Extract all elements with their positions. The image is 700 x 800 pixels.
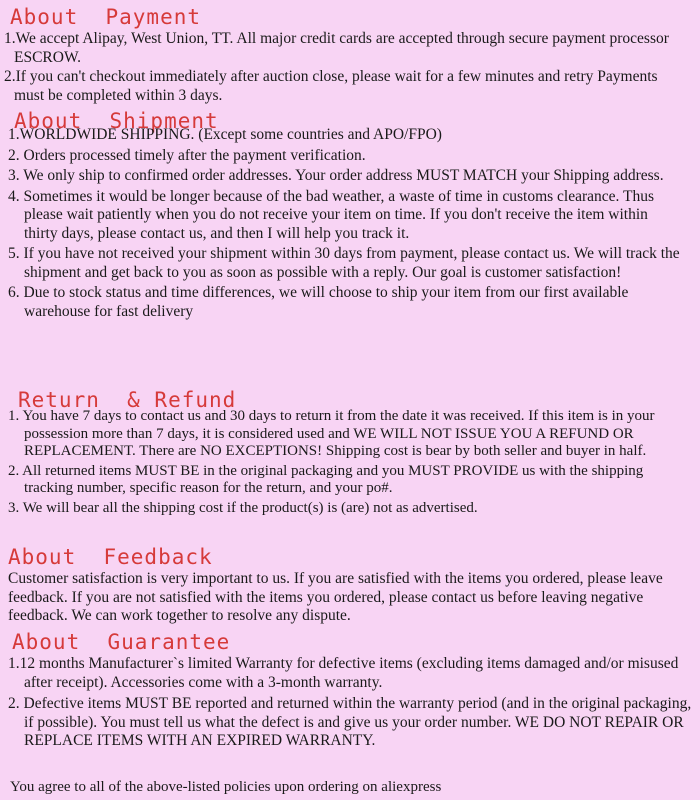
- shipment-item-2: 2. Orders processed timely after the payment verification.: [8, 146, 366, 164]
- shipment-item-5: 5. If you have not received your shipment within 30 days from payment, please contact us. We will track the shipment and get back to you as soon as possible with a reply. Our goal is customer satisfaction!: [8, 245, 680, 281]
- payment-section: [0, 6, 700, 105]
- shipment-item-4: 4. Sometimes it would be longer because of the bad weather, a waste of time in customs clearance. Thus please wait patiently when you do not receive your item on time. If you don't receive the item within thirty days, please contact us, and then I will help you track it.: [8, 187, 655, 242]
- payment-item-2: 2.If you can't checkout immediately after auction close, please wait for a few minutes and retry Payments must be completed within 3 days.: [4, 68, 658, 104]
- feedback-section: [0, 546, 700, 626]
- return-item-2: 2. All returned items MUST BE in the original packaging and you MUST PROVIDE us with the shipping tracking number, specific reason for the return, and your po#.: [8, 462, 644, 496]
- shipment-section: [0, 110, 700, 321]
- guarantee-item-2: 2. Defective items MUST BE reported and returned within the warranty period (and in the original packaging, if possible). You must tell us what the defect is and give us your order number. WE DO NOT REPAIR OR REPLACE ITEMS WITH AN EXPIRED WARRANTY.: [8, 695, 692, 749]
- payment-item-1: 1.We accept Alipay, West Union, TT. All major credit cards are accepted through secure payment processor ESCROW.: [4, 30, 669, 66]
- shipment-item-6: 6. Due to stock status and time differences, we will choose to ship your item from our first available warehouse for fast delivery: [8, 284, 629, 320]
- return-heading: Return & Refund: [18, 388, 237, 412]
- footer-section: [0, 778, 700, 797]
- shipment-item-1: 1.WORLDWIDE SHIPPING. (Except some countries and APO/FPO): [8, 126, 442, 143]
- shipment-item-3: 3. We only ship to confirmed order addresses. Your order address MUST MATCH your Shipping address.: [8, 167, 664, 184]
- return-item-3: 3. We will bear all the shipping cost if the product(s) is (are) not as advertised.: [8, 499, 478, 516]
- return-item-1: 1. You have 7 days to contact us and 30 days to return it from the date it was received. If this item is in your possession more than 7 days, it is considered used and WE WILL NOT ISSUE YOU A REFUND OR REPLACEMENT. There are NO EXCEPTIONS! Shipping cost is bear by both seller and buyer in half.: [8, 408, 655, 459]
- return-section: [0, 389, 700, 517]
- footer-text: You agree to all of the above-listed policies upon ordering on aliexpress: [10, 779, 442, 795]
- guarantee-section: [0, 631, 700, 751]
- feedback-heading: About Feedback: [8, 545, 213, 569]
- guarantee-heading: About Guarantee: [12, 630, 231, 654]
- feedback-text: Customer satisfaction is very important to us. If you are satisfied with the items you ordered, please leave feedback. If you are not satisfied with the items you ordered, please contact us before leaving negative feedback. We can work together to resolve any dispute.: [8, 570, 663, 624]
- shipment-heading: About Shipment: [14, 109, 219, 133]
- payment-heading: About Payment: [10, 5, 202, 29]
- guarantee-item-1: 1.12 months Manufacturer`s limited Warranty for defective items (excluding items damaged and/or misused after receipt). Accessories come with a 3-month warranty.: [8, 655, 679, 691]
